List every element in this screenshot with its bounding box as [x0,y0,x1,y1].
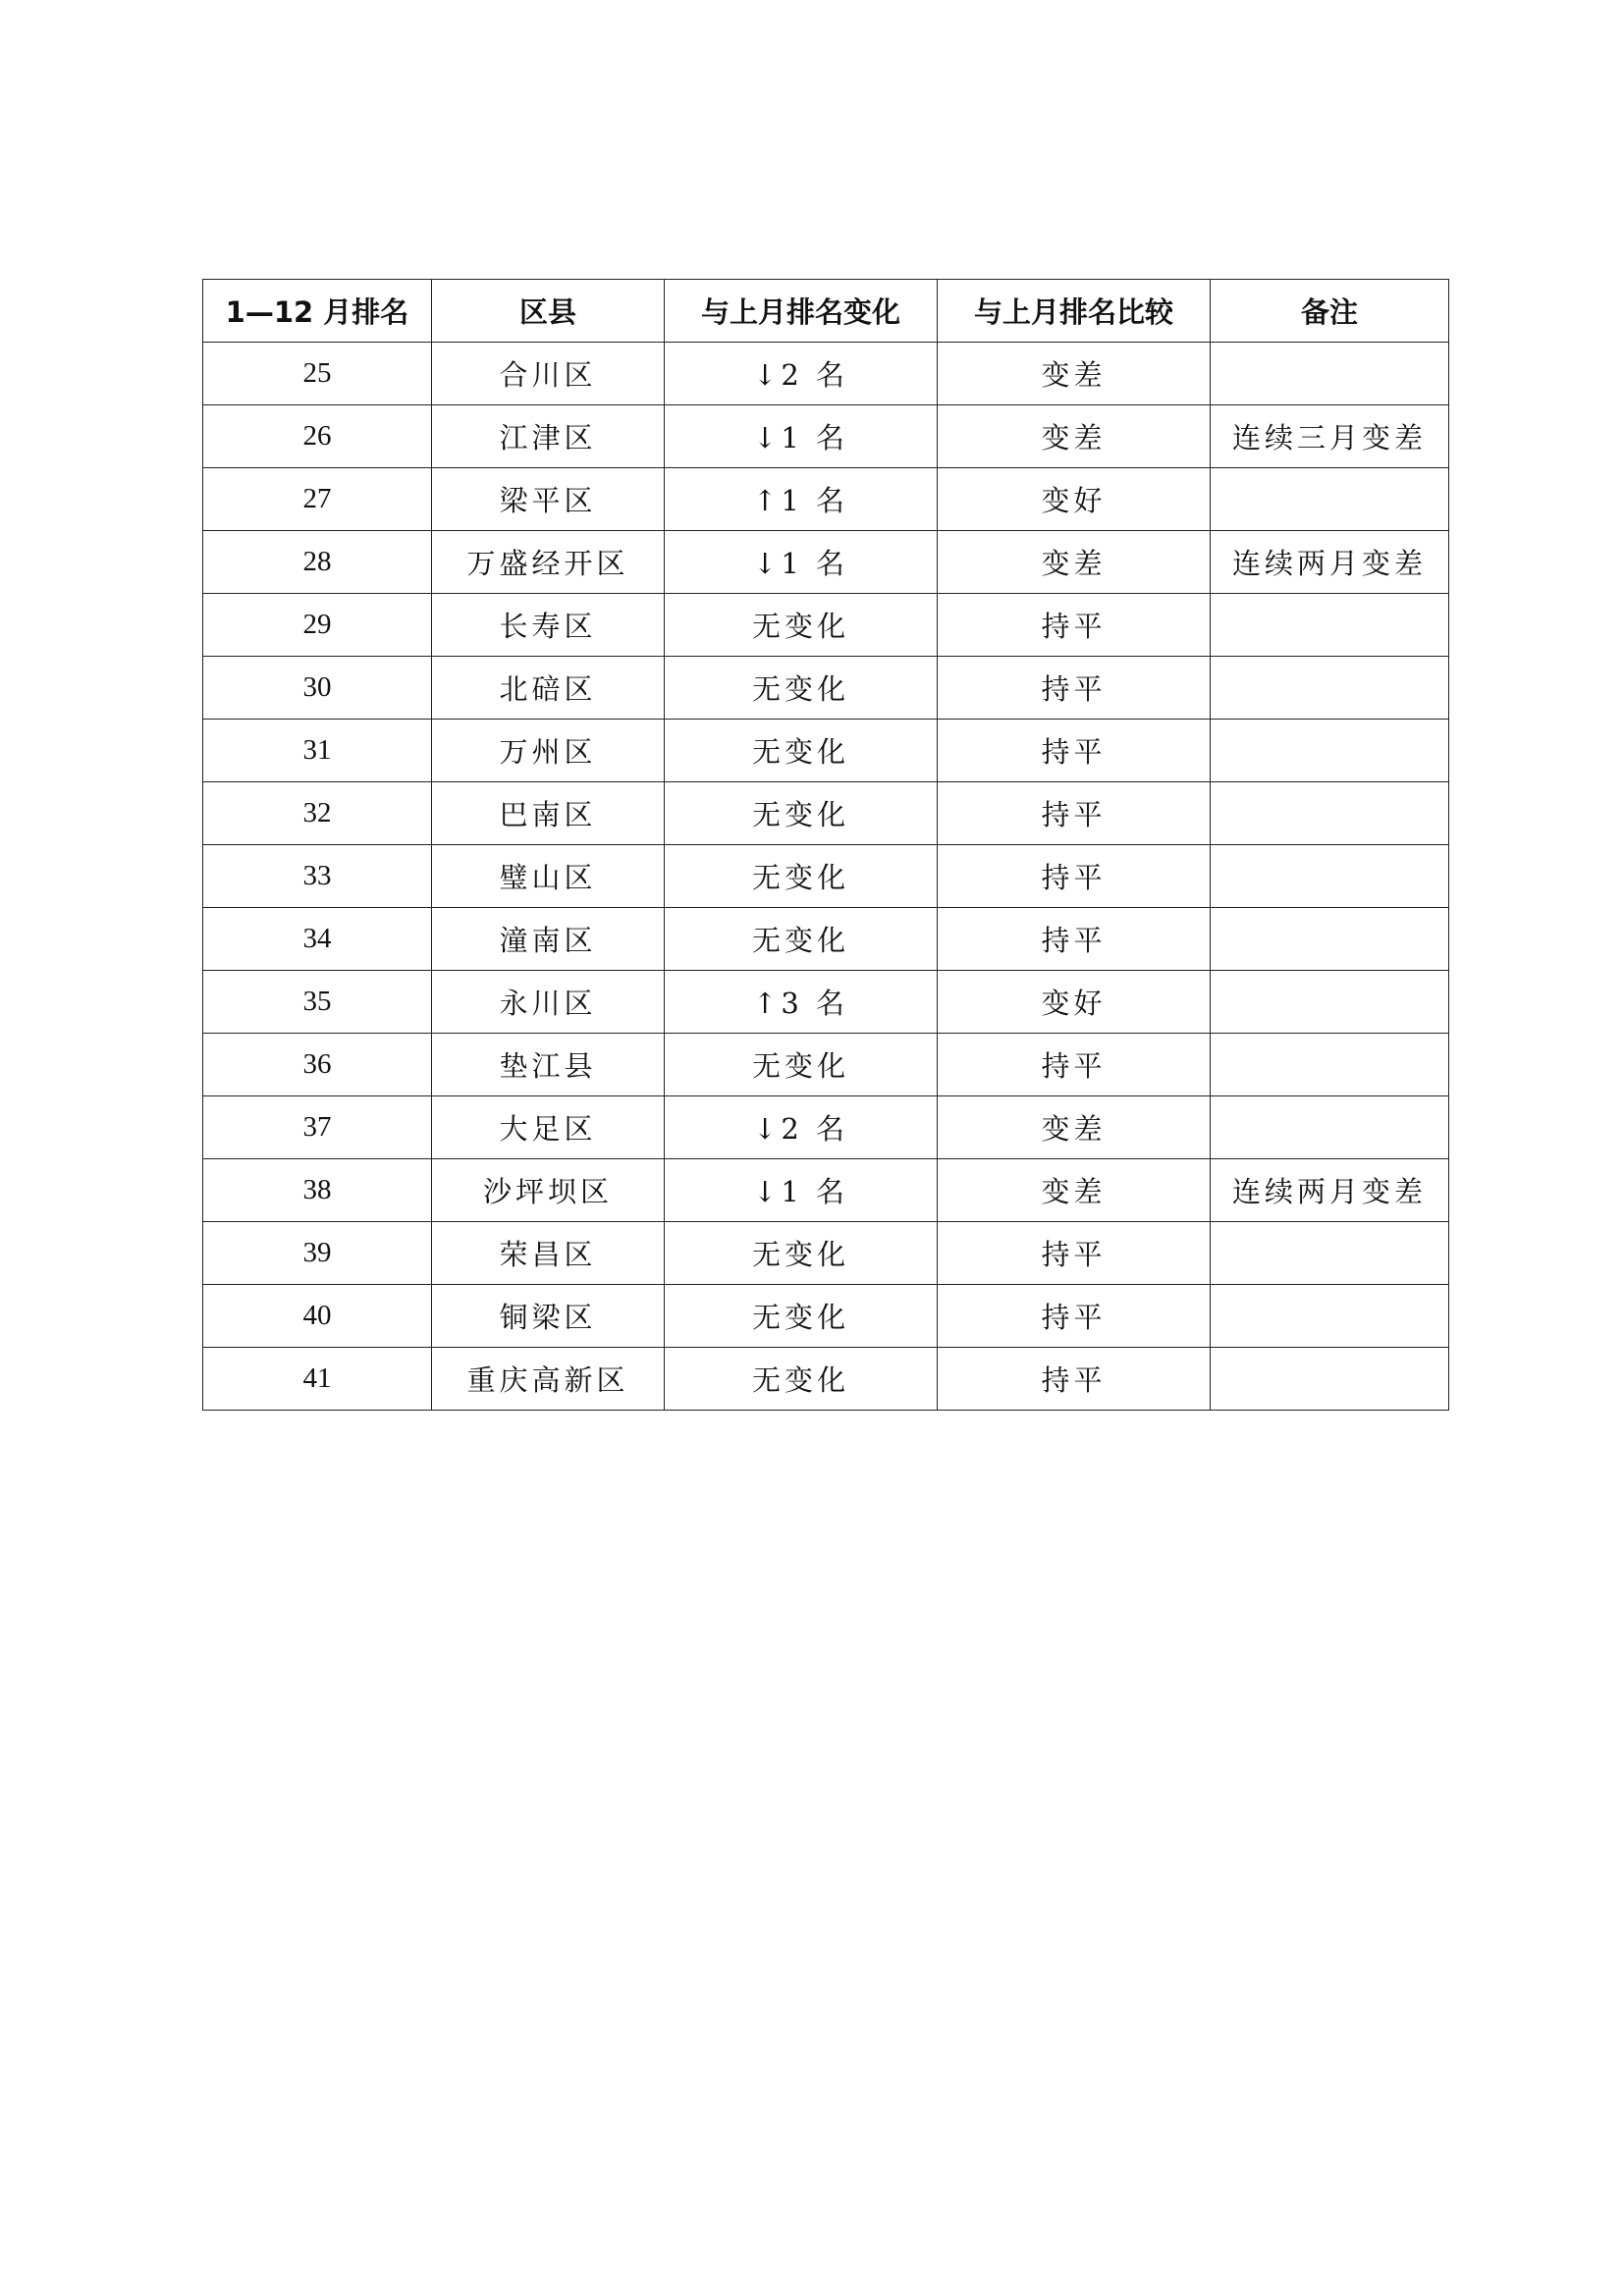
header-compare: 与上月排名比较 [938,280,1211,343]
table-row [203,1285,1449,1348]
cell-rank: 37 [203,1096,432,1159]
cell-district: 潼南区 [432,908,665,971]
cell-rank: 31 [203,720,432,782]
table-row [203,845,1449,908]
cell-note [1211,657,1449,720]
table-body [203,343,1449,1411]
cell-compare: 持平 [938,1222,1211,1285]
table-row [203,782,1449,845]
cell-district: 江津区 [432,405,665,468]
table-row [203,720,1449,782]
cell-change: 无变化 [665,782,938,845]
cell-change: 无变化 [665,594,938,657]
header-district: 区县 [432,280,665,343]
table-row [203,1034,1449,1096]
cell-note [1211,1222,1449,1285]
cell-compare: 变好 [938,468,1211,531]
table-row [203,1348,1449,1411]
cell-change: 无变化 [665,1348,938,1411]
cell-change: ↑3 名 [665,971,938,1034]
cell-rank: 33 [203,845,432,908]
cell-compare: 变差 [938,405,1211,468]
cell-note [1211,845,1449,908]
header-note: 备注 [1211,280,1449,343]
cell-district: 永川区 [432,971,665,1034]
table-row [203,1222,1449,1285]
cell-compare: 变差 [938,531,1211,594]
ranking-table [202,279,1449,1411]
cell-change: 无变化 [665,720,938,782]
cell-change: ↓1 名 [665,531,938,594]
cell-note [1211,1285,1449,1348]
cell-change: ↑1 名 [665,468,938,531]
cell-change: ↓2 名 [665,1096,938,1159]
table-header [203,280,1449,343]
cell-note [1211,1096,1449,1159]
cell-change: ↓1 名 [665,405,938,468]
cell-compare: 持平 [938,657,1211,720]
cell-compare: 持平 [938,782,1211,845]
cell-compare: 持平 [938,845,1211,908]
cell-rank: 30 [203,657,432,720]
table-row [203,971,1449,1034]
cell-district: 万州区 [432,720,665,782]
cell-note [1211,1348,1449,1411]
cell-note [1211,908,1449,971]
cell-rank: 34 [203,908,432,971]
cell-note [1211,720,1449,782]
cell-rank: 28 [203,531,432,594]
cell-rank: 25 [203,343,432,405]
cell-note [1211,971,1449,1034]
cell-district: 北碚区 [432,657,665,720]
cell-note [1211,343,1449,405]
table-row [203,1159,1449,1222]
cell-rank: 36 [203,1034,432,1096]
cell-compare: 变差 [938,1096,1211,1159]
cell-compare: 持平 [938,1034,1211,1096]
cell-district: 万盛经开区 [432,531,665,594]
table-row [203,405,1449,468]
cell-compare: 持平 [938,1285,1211,1348]
table-row [203,657,1449,720]
cell-note: 连续两月变差 [1211,531,1449,594]
table-row [203,468,1449,531]
cell-compare: 持平 [938,1348,1211,1411]
cell-note [1211,468,1449,531]
cell-district: 重庆高新区 [432,1348,665,1411]
cell-compare: 变好 [938,971,1211,1034]
cell-district: 巴南区 [432,782,665,845]
cell-change: 无变化 [665,657,938,720]
cell-compare: 持平 [938,594,1211,657]
cell-change: 无变化 [665,1222,938,1285]
cell-district: 垫江县 [432,1034,665,1096]
cell-district: 长寿区 [432,594,665,657]
header-change: 与上月排名变化 [665,280,938,343]
table-row [203,1096,1449,1159]
cell-change: ↓1 名 [665,1159,938,1222]
cell-rank: 29 [203,594,432,657]
cell-compare: 持平 [938,720,1211,782]
table-row [203,594,1449,657]
cell-change: 无变化 [665,845,938,908]
table-row [203,343,1449,405]
cell-note [1211,1034,1449,1096]
cell-note: 连续两月变差 [1211,1159,1449,1222]
cell-change: 无变化 [665,908,938,971]
cell-rank: 26 [203,405,432,468]
table-row [203,531,1449,594]
cell-district: 合川区 [432,343,665,405]
cell-change: 无变化 [665,1034,938,1096]
cell-change: 无变化 [665,1285,938,1348]
cell-rank: 39 [203,1222,432,1285]
cell-rank: 41 [203,1348,432,1411]
cell-rank: 35 [203,971,432,1034]
cell-compare: 变差 [938,1159,1211,1222]
cell-rank: 27 [203,468,432,531]
cell-rank: 32 [203,782,432,845]
cell-district: 荣昌区 [432,1222,665,1285]
header-rank: 1—12 月排名 [203,280,432,343]
cell-note: 连续三月变差 [1211,405,1449,468]
cell-district: 大足区 [432,1096,665,1159]
cell-change: ↓2 名 [665,343,938,405]
cell-rank: 38 [203,1159,432,1222]
cell-district: 铜梁区 [432,1285,665,1348]
cell-rank: 40 [203,1285,432,1348]
cell-compare: 变差 [938,343,1211,405]
cell-note [1211,594,1449,657]
cell-district: 梁平区 [432,468,665,531]
cell-compare: 持平 [938,908,1211,971]
header-row [203,280,1449,343]
cell-district: 沙坪坝区 [432,1159,665,1222]
table-row [203,908,1449,971]
cell-note [1211,782,1449,845]
cell-district: 璧山区 [432,845,665,908]
